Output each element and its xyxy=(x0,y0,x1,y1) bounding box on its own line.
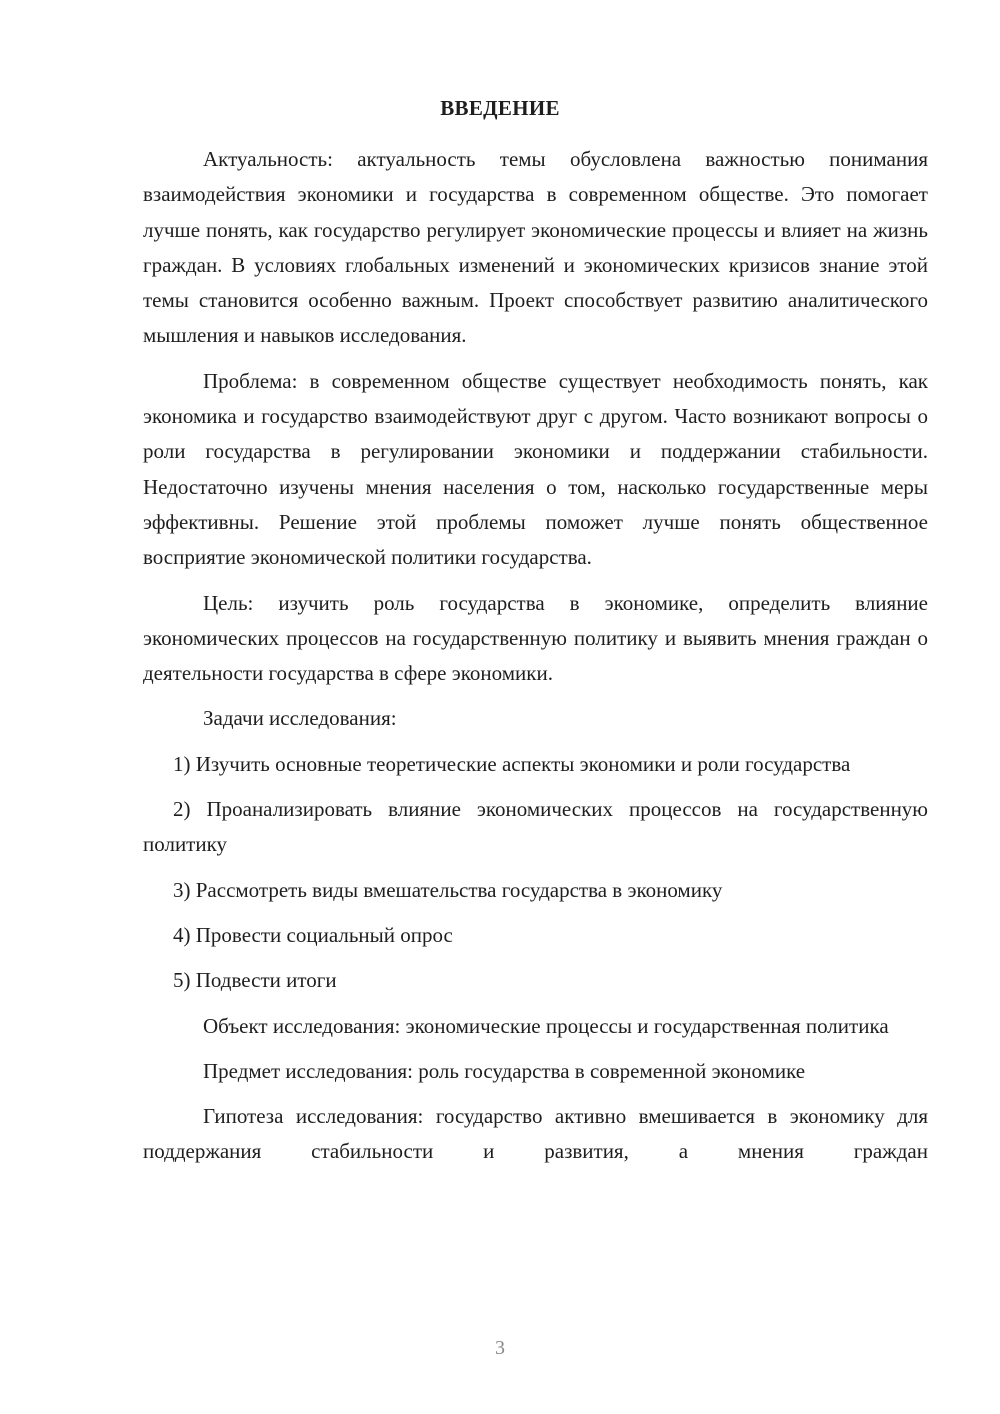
paragraph-problem: Проблема: в современном обществе существует необходимость понять, как экономика и государство взаимодействуют друг с другом. Часто возникают вопросы о роли государства в регулировании экономики и поддержании стабильности. Недостаточно изучены мнения населения о том, насколько государственные меры эффективны. Решение этой проблемы поможет лучше понять общественное восприятие экономической политики государства. xyxy=(143,368,928,570)
task-item-2: 2) Проанализировать влияние экономических процессов на государственную политику xyxy=(143,797,928,857)
document-body xyxy=(143,142,928,1180)
paragraph-hypothesis: Гипотеза исследования: государство активно вмешивается в экономику для поддержания стабильности и развития, а мнения граждан xyxy=(143,1104,928,1164)
task-item-5: 5) Подвести итоги xyxy=(173,968,337,993)
task-item-1: 1) Изучить основные теоретические аспекты экономики и роли государства xyxy=(173,751,851,776)
paragraph-goal: Цель: изучить роль государства в экономике, определить влияние экономических процессов на государственную политику и выявить мнения граждан о деятельности государства в сфере экономики. xyxy=(143,590,928,686)
page-number: 3 xyxy=(495,1337,505,1359)
paragraph-tasks-heading: Задачи исследования: xyxy=(203,706,397,731)
page-title: ВВЕДЕНИЕ xyxy=(440,96,560,120)
task-item-4: 4) Провести социальный опрос xyxy=(173,922,453,947)
paragraph-relevance: Актуальность: актуальность темы обусловлена важностью понимания взаимодействия экономики и государства в современном обществе. Это помогает лучше понять, как государство регулирует экономические процессы и влияет на жизнь граждан. В условиях глобальных изменений и экономических кризисов знание этой темы становится особенно важным. Проект способствует развитию аналитического мышления и навыков исследования. xyxy=(143,147,928,348)
paragraph-subject: Предмет исследования: роль государства в современной экономике xyxy=(203,1058,806,1083)
task-item-3: 3) Рассмотреть виды вмешательства государства в экономику xyxy=(173,877,723,902)
paragraph-object: Объект исследования: экономические процессы и государственная политика xyxy=(203,1013,889,1038)
